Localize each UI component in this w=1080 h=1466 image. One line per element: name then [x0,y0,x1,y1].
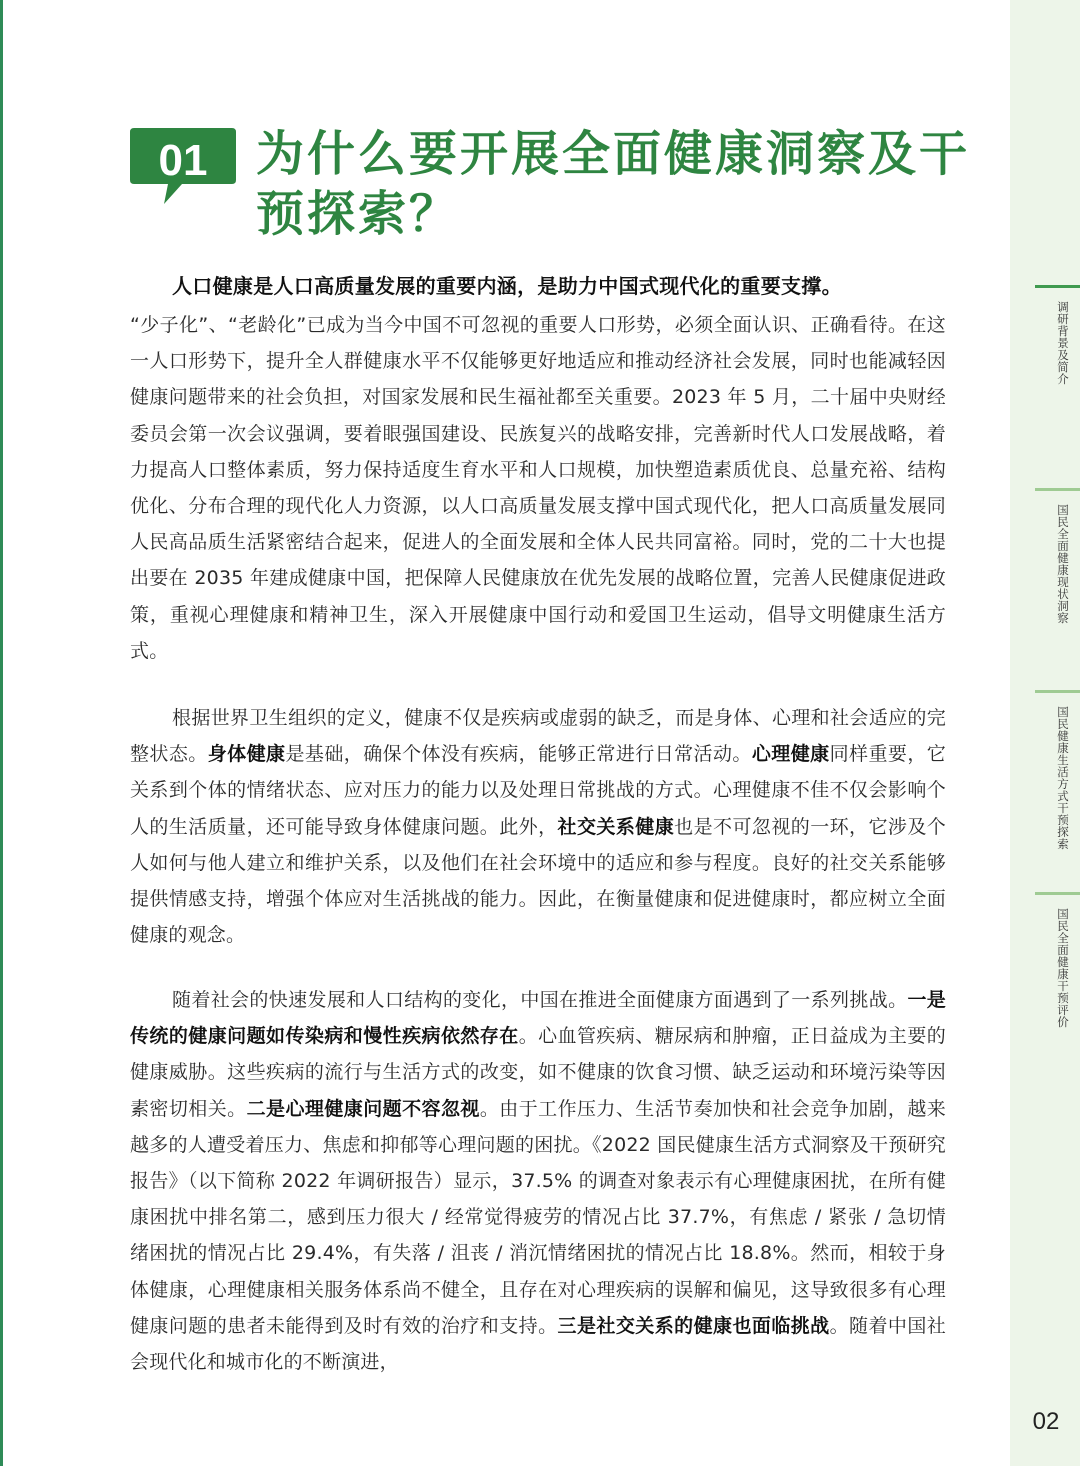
emphasis-text: 心理健康 [751,743,830,766]
paragraph-text: 随着社会的快速发展和人口结构的变化，中国在推进全面健康方面遇到了一系列挑战。 [172,989,908,1011]
body-paragraph-1: “少子化”、“老龄化”已成为当今中国不可忽视的重要人口形势，必须全面认识、正确看待。在这一人口形势下，提升全人群健康水平不仅能够更好地适应和推动经济社会发展，同时也能减轻因健康问题带来的社会负担，对国家发展和民生福祉都至关重要。2023 年 5 月，二十届中央财经委员会第一次会议强调，要着眼强国建设、民族复兴的战略安排，完善新时代人口发展战略，着力提高人口整体素质，努力保持适度生育水平和人口规模，加快塑造素质优良、总量充裕、结构优化、分布合理的现代化人力资源，以人口高质量发展支撑中国式现代化，把人口高质量发展同人民高品质生活紧密结合起来，促进人的全面发展和全体人民共同富裕。同时，党的二十大也提出要在 2035 年建成健康中国，把保障人民健康放在优先发展的战略位置，完善人民健康促进政策，重视心理健康和精神卫生，深入开展健康中国行动和爱国卫生运动，倡导文明健康生活方式。 [130,314,946,662]
paragraph-text: 也是不可忽视的一环，它涉及个人如何与他人建立和维护关系，以及他们在社会环境中的适应和参与程度。良好的社交关系能够提供情感支持，增强个体应对生活挑战的能力。因此，在衡量健康和促进健康时，都应树立全面健康的观念。 [130,815,946,947]
chapter-sidebar [1010,0,1080,1466]
body-paragraph-2 [130,700,946,953]
page-edge-accent [0,0,3,1466]
emphasis-text: 二是心理健康问题不容忽视 [246,1097,480,1120]
page-number: 02 [1032,1408,1060,1435]
lead-sentence: 人口健康是人口高质量发展的重要内涵，是助力中国式现代化的重要支撑。 [172,274,842,298]
sidebar-tab-label: 调研背景及简介 [1056,301,1070,385]
sidebar-tab-evaluation[interactable] [1035,892,1080,1092]
paragraph-text: 。随着中国社会现代化和城市化的不断演进， [130,1314,946,1374]
sidebar-tab-intervention[interactable] [1035,690,1080,890]
paragraph-text: 同样重要，它关系到个体的情绪状态、应对压力的能力以及处理日常挑战的方式。心理健康不佳不仅会影响个人的生活质量，还可能导致身体健康问题。此外， [130,743,946,838]
paragraph-text: 根据世界卫生组织的定义，健康不仅是疾病或虚弱的缺乏，而是身体、心理和社会适应的完整状态。 [130,707,946,766]
paragraph-text: 。由于工作压力、生活节奏加快和社会竞争加剧，越来越多的人遭受着压力、焦虑和抑郁等心理问题的困扰。《2022 国民健康生活方式洞察及干预研究报告》（以下简称 2022 年调研报告）显示，37.5% 的调查对象表示有心理健康困扰，在所有健康困扰中排名第二，感到压力很大 / 经常觉得疲劳的情况占比 37.7%，有焦虑 / 紧张 / 急切情绪困扰的情况占比 29.4%，有失落 / 沮丧 / 消沉情绪困扰的情况占比 18.8%。然而，相较于身体健康，心理健康相关服务体系尚不健全，且存在对心理疾病的误解和偏见，这导致很多有心理健康问题的患者未能得到及时有效的治疗和支持。 [130,1097,947,1337]
tab-divider [1035,488,1080,491]
emphasis-text: 身体健康 [207,743,286,766]
sidebar-tab-label: 国民健康生活方式干预探索 [1056,706,1070,850]
emphasis-text: 社交关系健康 [557,815,675,838]
body-paragraph-3 [130,982,946,1380]
emphasis-text: 三是社交关系的健康也面临挑战 [557,1314,830,1337]
emphasis-text: 一是传统的健康问题如传染病和慢性疾病依然存在 [130,989,946,1048]
tab-divider [1035,690,1080,693]
tab-divider [1035,892,1080,895]
sidebar-tab-label: 国民全面健康现状洞察 [1056,504,1070,624]
tab-divider [1035,285,1080,288]
page-title: 为什么要开展全面健康洞察及干预探索？ [256,126,971,242]
section-number: 01 [158,136,208,185]
section-badge [130,128,236,208]
paragraph-text: 。心血管疾病、糖尿病和肿瘤，正日益成为主要的健康威胁。这些疾病的流行与生活方式的改变，如不健康的饮食习惯、缺乏运动和环境污染等因素密切相关。 [130,1025,946,1120]
sidebar-tab-insight[interactable] [1035,488,1080,688]
sidebar-tab-background[interactable] [1035,285,1080,485]
paragraph-text: 是基础，确保个体没有疾病，能够正常进行日常活动。 [285,743,752,766]
sidebar-tab-label: 国民全面健康干预评价 [1056,908,1070,1028]
